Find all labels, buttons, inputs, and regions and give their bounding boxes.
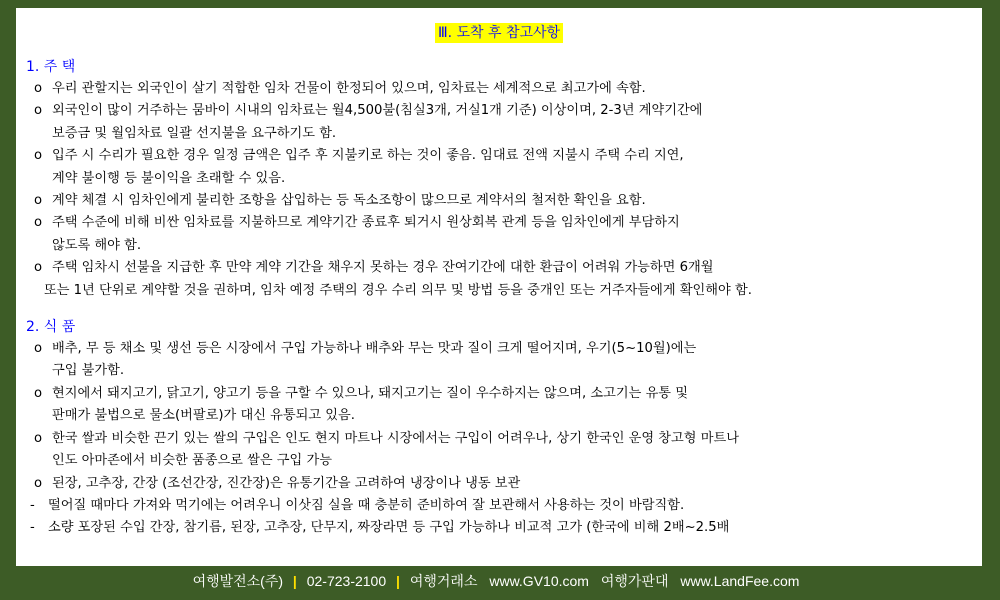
item-text: 입주 시 수리가 필요한 경우 일정 금액은 입주 후 지불키로 하는 것이 좋음. 임대료 전액 지불시 주택 수리 지연, xyxy=(52,148,684,164)
list-item xyxy=(26,212,982,257)
circle-bullet: o xyxy=(34,260,43,276)
section-heading: 1. 주 택 xyxy=(26,59,76,75)
footer-label-exchange: 여행거래소 xyxy=(409,573,478,589)
circle-bullet: o xyxy=(34,341,43,357)
list-item xyxy=(26,338,982,383)
footer-link-gv10[interactable]: www.GV10.com xyxy=(489,573,589,589)
circle-bullet: o xyxy=(34,475,43,491)
item-text: 구입 불가함. xyxy=(52,363,125,379)
list-item xyxy=(26,145,982,190)
item-text: 된장, 고추장, 간장 (조선간장, 진간장)은 유통기간을 고려하여 냉장이나 냉동 보관 xyxy=(52,475,521,491)
item-text: 계약 체결 시 임차인에게 불리한 조항을 삽입하는 등 독소조항이 많으므로 계약서의 철저한 확인을 요함. xyxy=(52,193,646,209)
footer-company: 여행발전소(주) xyxy=(192,573,284,589)
item-text: 배추, 무 등 채소 및 생선 등은 시장에서 구입 가능하나 배추와 무는 맛과 질이 크게 떨어지며, 우기(5~10월)에는 xyxy=(52,341,697,357)
item-text: 보증금 및 월임차료 일괄 선지불을 요구하기도 함. xyxy=(52,125,337,141)
list-item xyxy=(26,190,982,212)
footer-phone: 02-723-2100 xyxy=(306,573,387,589)
circle-bullet: o xyxy=(34,148,43,164)
item-text: 소량 포장된 수입 간장, 참기름, 된장, 고추장, 단무지, 짜장라면 등 구입 가능하나 비교적 고가 (한국에 비해 2배~2.5배 xyxy=(48,520,730,536)
item-text: 한국 쌀과 비슷한 끈기 있는 쌀의 구입은 인도 현지 마트나 시장에서는 구입이 어려우나, 상기 한국인 운영 창고형 마트나 xyxy=(52,430,739,446)
circle-bullet: o xyxy=(34,81,43,96)
list-item xyxy=(26,100,982,145)
footer-separator: | xyxy=(292,573,297,589)
list-item xyxy=(26,473,982,495)
list-item xyxy=(26,383,982,428)
section-1 xyxy=(26,56,982,302)
item-text: 판매가 불법으로 물소(버팔로)가 대신 유통되고 있음. xyxy=(52,408,355,424)
item-text: 현지에서 돼지고기, 닭고기, 양고기 등을 구할 수 있으나, 돼지고기는 질이 우수하지는 않으며, 소고기는 유통 및 xyxy=(52,385,688,401)
item-text: 또는 1년 단위로 계약할 것을 권하며, 임차 예정 주택의 경우 수리 의무 및 방법 등을 중개인 또는 거주자들에게 확인해야 함. xyxy=(44,282,752,298)
circle-bullet: o xyxy=(34,103,43,119)
section-heading: 2. 식 품 xyxy=(26,319,76,336)
item-text: 인도 아마존에서 비슷한 품종으로 쌀은 구입 가능 xyxy=(52,453,332,469)
item-text: 주택 수준에 비해 비싼 임차료를 지불하므로 계약기간 종료후 퇴거시 원상회복 관계 등을 임차인에게 부담하지 xyxy=(52,215,680,231)
circle-bullet: o xyxy=(34,193,43,209)
item-text: 주택 임차시 선불을 지급한 후 만약 계약 기간을 채우지 못하는 경우 잔여기간에 대한 환급이 어려워 가능하면 6개월 xyxy=(52,260,714,276)
dash-bullet: - xyxy=(30,497,35,513)
list-item xyxy=(26,257,982,302)
item-text: 외국인이 많이 거주하는 뭄바이 시내의 임차료는 월4,500불(침실3개, 거실1개 기준) 이상이며, 2-3년 계약기간에 xyxy=(52,103,703,119)
list-item xyxy=(26,495,982,517)
item-text: 떨어질 때마다 가져와 먹기에는 어려우니 이삿짐 실을 때 충분히 준비하여 잘 보관해서 사용하는 것이 바람직함. xyxy=(48,497,685,513)
circle-bullet: o xyxy=(34,385,43,401)
item-text: 않도록 해야 함. xyxy=(52,237,142,253)
circle-bullet: o xyxy=(34,215,43,231)
footer-bar xyxy=(0,566,1000,600)
item-text: 우리 관할지는 외국인이 살기 적합한 임차 건물이 한정되어 있으며, 임차료는 세계적으로 최고가에 속함. xyxy=(52,81,646,96)
page-title: Ⅲ. 도착 후 참고사항 xyxy=(435,23,563,43)
item-text: 계약 불이행 등 불이익을 초래할 수 있음. xyxy=(52,170,286,186)
content-panel xyxy=(16,8,982,566)
footer-separator: | xyxy=(396,573,400,589)
list-item xyxy=(26,78,982,100)
list-item xyxy=(26,517,982,539)
section-2 xyxy=(26,316,982,540)
footer-link-landfee[interactable]: www.LandFee.com xyxy=(680,573,800,589)
footer-label-stand: 여행가판대 xyxy=(600,573,669,589)
circle-bullet: o xyxy=(34,430,43,446)
dash-bullet: - xyxy=(30,520,35,536)
list-item xyxy=(26,428,982,473)
